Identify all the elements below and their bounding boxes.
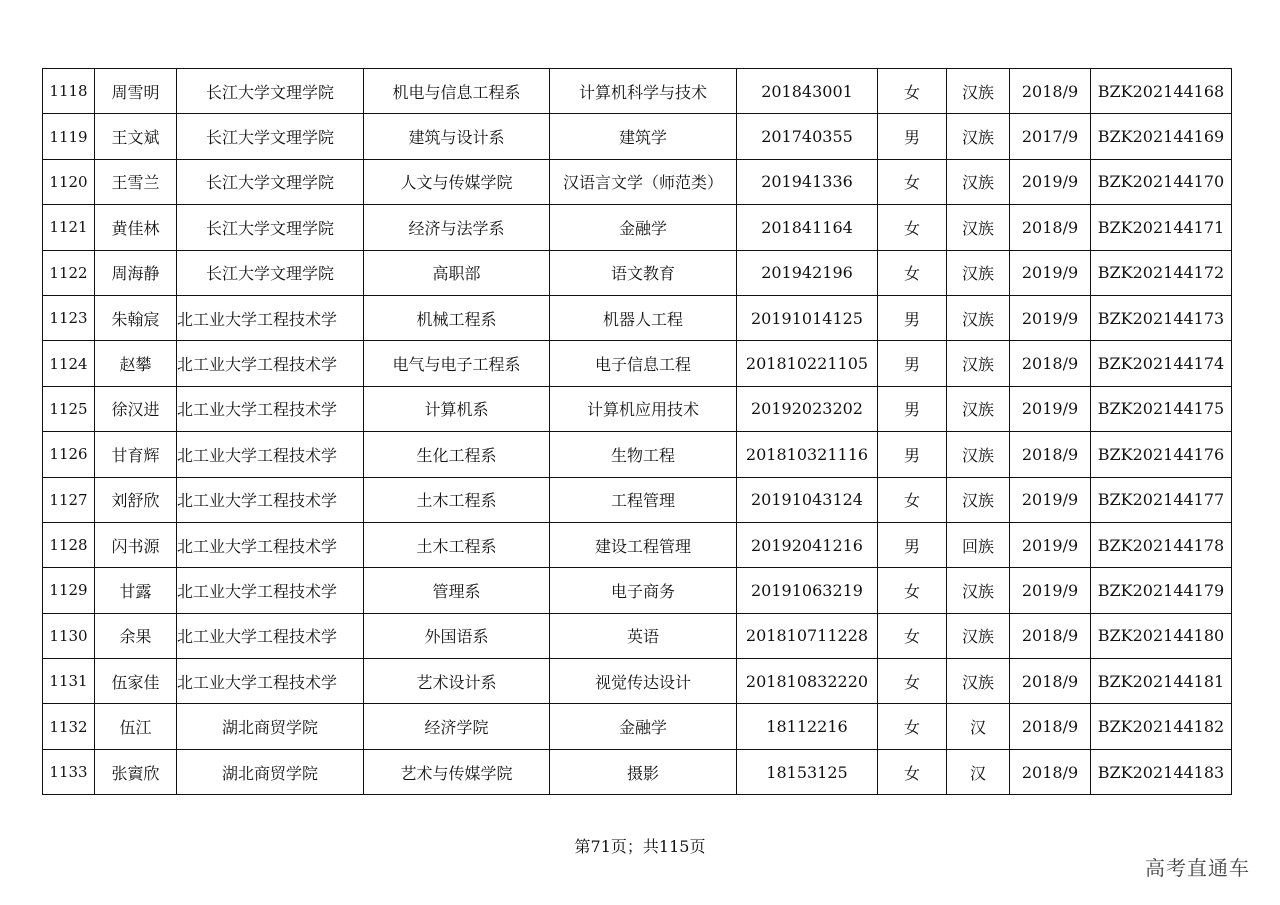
student-name-cell: 赵攀 <box>95 341 177 386</box>
major-cell: 机器人工程 <box>550 295 737 340</box>
row-index-cell: 1123 <box>43 295 95 340</box>
major-cell: 视觉传达设计 <box>550 659 737 704</box>
certificate-number-cell: BZK202144179 <box>1091 568 1232 613</box>
row-index-cell: 1133 <box>43 749 95 794</box>
row-index-cell: 1125 <box>43 386 95 431</box>
gender-cell: 男 <box>878 432 947 477</box>
table-row <box>43 432 1232 477</box>
gender-cell: 男 <box>878 114 947 159</box>
student-id-cell: 20192041216 <box>737 522 878 567</box>
department-cell: 艺术与传媒学院 <box>364 749 550 794</box>
ethnicity-cell: 汉族 <box>947 386 1010 431</box>
ethnicity-cell: 汉族 <box>947 250 1010 295</box>
table-row <box>43 159 1232 204</box>
student-name-cell: 伍家佳 <box>95 659 177 704</box>
department-cell: 生化工程系 <box>364 432 550 477</box>
school-name-cell: 北工业大学工程技术学 <box>177 386 364 431</box>
student-id-cell: 201841164 <box>737 205 878 250</box>
student-id-cell: 201810711228 <box>737 613 878 658</box>
enrollment-date-cell: 2019/9 <box>1010 295 1091 340</box>
student-name-cell: 伍江 <box>95 704 177 749</box>
table-row <box>43 659 1232 704</box>
student-roster-table <box>42 68 1232 795</box>
certificate-number-cell: BZK202144168 <box>1091 69 1232 114</box>
row-index-cell: 1127 <box>43 477 95 522</box>
ethnicity-cell: 汉族 <box>947 341 1010 386</box>
school-name-cell: 北工业大学工程技术学 <box>177 659 364 704</box>
gender-cell: 男 <box>878 341 947 386</box>
school-name-cell: 长江大学文理学院 <box>177 250 364 295</box>
row-index-cell: 1121 <box>43 205 95 250</box>
table-row <box>43 568 1232 613</box>
student-id-cell: 18153125 <box>737 749 878 794</box>
ethnicity-cell: 汉族 <box>947 114 1010 159</box>
gender-cell: 男 <box>878 386 947 431</box>
enrollment-date-cell: 2019/9 <box>1010 386 1091 431</box>
table-row <box>43 341 1232 386</box>
student-id-cell: 20191063219 <box>737 568 878 613</box>
enrollment-date-cell: 2018/9 <box>1010 613 1091 658</box>
table-row <box>43 69 1232 114</box>
department-cell: 机械工程系 <box>364 295 550 340</box>
student-name-cell: 朱翰宸 <box>95 295 177 340</box>
major-cell: 金融学 <box>550 205 737 250</box>
student-id-cell: 18112216 <box>737 704 878 749</box>
certificate-number-cell: BZK202144175 <box>1091 386 1232 431</box>
row-index-cell: 1118 <box>43 69 95 114</box>
student-name-cell: 甘育辉 <box>95 432 177 477</box>
school-name-cell: 北工业大学工程技术学 <box>177 568 364 613</box>
roster-body <box>43 69 1232 795</box>
school-name-cell: 湖北商贸学院 <box>177 704 364 749</box>
ethnicity-cell: 汉族 <box>947 205 1010 250</box>
major-cell: 计算机应用技术 <box>550 386 737 431</box>
department-cell: 土木工程系 <box>364 477 550 522</box>
row-index-cell: 1122 <box>43 250 95 295</box>
school-name-cell: 北工业大学工程技术学 <box>177 295 364 340</box>
certificate-number-cell: BZK202144173 <box>1091 295 1232 340</box>
enrollment-date-cell: 2018/9 <box>1010 704 1091 749</box>
student-name-cell: 王文斌 <box>95 114 177 159</box>
major-cell: 计算机科学与技术 <box>550 69 737 114</box>
department-cell: 土木工程系 <box>364 522 550 567</box>
student-id-cell: 201942196 <box>737 250 878 295</box>
student-id-cell: 201941336 <box>737 159 878 204</box>
student-name-cell: 张賨欣 <box>95 749 177 794</box>
student-id-cell: 201740355 <box>737 114 878 159</box>
row-index-cell: 1128 <box>43 522 95 567</box>
page-number: 第71页；共115页 <box>574 837 706 856</box>
school-name-cell: 长江大学文理学院 <box>177 114 364 159</box>
certificate-number-cell: BZK202144182 <box>1091 704 1232 749</box>
row-index-cell: 1120 <box>43 159 95 204</box>
student-name-cell: 刘舒欣 <box>95 477 177 522</box>
school-name-cell: 北工业大学工程技术学 <box>177 522 364 567</box>
school-name-cell: 北工业大学工程技术学 <box>177 613 364 658</box>
enrollment-date-cell: 2018/9 <box>1010 749 1091 794</box>
ethnicity-cell: 汉族 <box>947 477 1010 522</box>
table-row <box>43 386 1232 431</box>
gender-cell: 女 <box>878 749 947 794</box>
ethnicity-cell: 汉族 <box>947 69 1010 114</box>
department-cell: 建筑与设计系 <box>364 114 550 159</box>
ethnicity-cell: 汉 <box>947 704 1010 749</box>
watermark-logo: 高考直通车 <box>1145 856 1250 880</box>
department-cell: 艺术设计系 <box>364 659 550 704</box>
certificate-number-cell: BZK202144176 <box>1091 432 1232 477</box>
gender-cell: 女 <box>878 568 947 613</box>
major-cell: 语文教育 <box>550 250 737 295</box>
row-index-cell: 1131 <box>43 659 95 704</box>
major-cell: 生物工程 <box>550 432 737 477</box>
enrollment-date-cell: 2018/9 <box>1010 659 1091 704</box>
student-id-cell: 201843001 <box>737 69 878 114</box>
major-cell: 电子信息工程 <box>550 341 737 386</box>
ethnicity-cell: 回族 <box>947 522 1010 567</box>
table-row <box>43 295 1232 340</box>
major-cell: 建筑学 <box>550 114 737 159</box>
ethnicity-cell: 汉族 <box>947 613 1010 658</box>
enrollment-date-cell: 2018/9 <box>1010 432 1091 477</box>
table-row <box>43 477 1232 522</box>
gender-cell: 女 <box>878 659 947 704</box>
certificate-number-cell: BZK202144177 <box>1091 477 1232 522</box>
gender-cell: 女 <box>878 159 947 204</box>
certificate-number-cell: BZK202144181 <box>1091 659 1232 704</box>
student-name-cell: 王雪兰 <box>95 159 177 204</box>
table-row <box>43 250 1232 295</box>
enrollment-date-cell: 2018/9 <box>1010 341 1091 386</box>
gender-cell: 女 <box>878 613 947 658</box>
student-name-cell: 甘露 <box>95 568 177 613</box>
gender-cell: 男 <box>878 522 947 567</box>
certificate-number-cell: BZK202144174 <box>1091 341 1232 386</box>
major-cell: 英语 <box>550 613 737 658</box>
student-id-cell: 20192023202 <box>737 386 878 431</box>
department-cell: 人文与传媒学院 <box>364 159 550 204</box>
gender-cell: 女 <box>878 477 947 522</box>
student-id-cell: 201810221105 <box>737 341 878 386</box>
gender-cell: 女 <box>878 205 947 250</box>
school-name-cell: 北工业大学工程技术学 <box>177 341 364 386</box>
department-cell: 计算机系 <box>364 386 550 431</box>
row-index-cell: 1126 <box>43 432 95 477</box>
school-name-cell: 湖北商贸学院 <box>177 749 364 794</box>
ethnicity-cell: 汉族 <box>947 432 1010 477</box>
student-name-cell: 闪书源 <box>95 522 177 567</box>
major-cell: 电子商务 <box>550 568 737 613</box>
school-name-cell: 北工业大学工程技术学 <box>177 477 364 522</box>
department-cell: 外国语系 <box>364 613 550 658</box>
department-cell: 经济学院 <box>364 704 550 749</box>
department-cell: 经济与法学系 <box>364 205 550 250</box>
certificate-number-cell: BZK202144169 <box>1091 114 1232 159</box>
enrollment-date-cell: 2019/9 <box>1010 568 1091 613</box>
enrollment-date-cell: 2019/9 <box>1010 250 1091 295</box>
enrollment-date-cell: 2019/9 <box>1010 522 1091 567</box>
gender-cell: 女 <box>878 69 947 114</box>
department-cell: 机电与信息工程系 <box>364 69 550 114</box>
school-name-cell: 长江大学文理学院 <box>177 205 364 250</box>
school-name-cell: 长江大学文理学院 <box>177 69 364 114</box>
certificate-number-cell: BZK202144170 <box>1091 159 1232 204</box>
enrollment-date-cell: 2019/9 <box>1010 159 1091 204</box>
enrollment-date-cell: 2019/9 <box>1010 477 1091 522</box>
major-cell: 建设工程管理 <box>550 522 737 567</box>
department-cell: 管理系 <box>364 568 550 613</box>
row-index-cell: 1130 <box>43 613 95 658</box>
student-id-cell: 201810832220 <box>737 659 878 704</box>
table-row <box>43 205 1232 250</box>
student-name-cell: 余果 <box>95 613 177 658</box>
table-row <box>43 613 1232 658</box>
student-name-cell: 周海静 <box>95 250 177 295</box>
certificate-number-cell: BZK202144183 <box>1091 749 1232 794</box>
enrollment-date-cell: 2017/9 <box>1010 114 1091 159</box>
ethnicity-cell: 汉 <box>947 749 1010 794</box>
row-index-cell: 1124 <box>43 341 95 386</box>
student-id-cell: 20191014125 <box>737 295 878 340</box>
ethnicity-cell: 汉族 <box>947 295 1010 340</box>
gender-cell: 男 <box>878 295 947 340</box>
enrollment-date-cell: 2018/9 <box>1010 205 1091 250</box>
certificate-number-cell: BZK202144180 <box>1091 613 1232 658</box>
school-name-cell: 长江大学文理学院 <box>177 159 364 204</box>
student-name-cell: 黄佳林 <box>95 205 177 250</box>
department-cell: 电气与电子工程系 <box>364 341 550 386</box>
major-cell: 金融学 <box>550 704 737 749</box>
department-cell: 高职部 <box>364 250 550 295</box>
table-row <box>43 522 1232 567</box>
certificate-number-cell: BZK202144172 <box>1091 250 1232 295</box>
school-name-cell: 北工业大学工程技术学 <box>177 432 364 477</box>
table-row <box>43 114 1232 159</box>
major-cell: 汉语言文学（师范类） <box>550 159 737 204</box>
student-name-cell: 周雪明 <box>95 69 177 114</box>
student-id-cell: 20191043124 <box>737 477 878 522</box>
ethnicity-cell: 汉族 <box>947 568 1010 613</box>
certificate-number-cell: BZK202144178 <box>1091 522 1232 567</box>
major-cell: 摄影 <box>550 749 737 794</box>
row-index-cell: 1132 <box>43 704 95 749</box>
table-row <box>43 704 1232 749</box>
ethnicity-cell: 汉族 <box>947 659 1010 704</box>
student-name-cell: 徐汉进 <box>95 386 177 431</box>
gender-cell: 女 <box>878 250 947 295</box>
certificate-number-cell: BZK202144171 <box>1091 205 1232 250</box>
major-cell: 工程管理 <box>550 477 737 522</box>
gender-cell: 女 <box>878 704 947 749</box>
row-index-cell: 1119 <box>43 114 95 159</box>
ethnicity-cell: 汉族 <box>947 159 1010 204</box>
row-index-cell: 1129 <box>43 568 95 613</box>
enrollment-date-cell: 2018/9 <box>1010 69 1091 114</box>
table-row <box>43 749 1232 794</box>
student-id-cell: 201810321116 <box>737 432 878 477</box>
